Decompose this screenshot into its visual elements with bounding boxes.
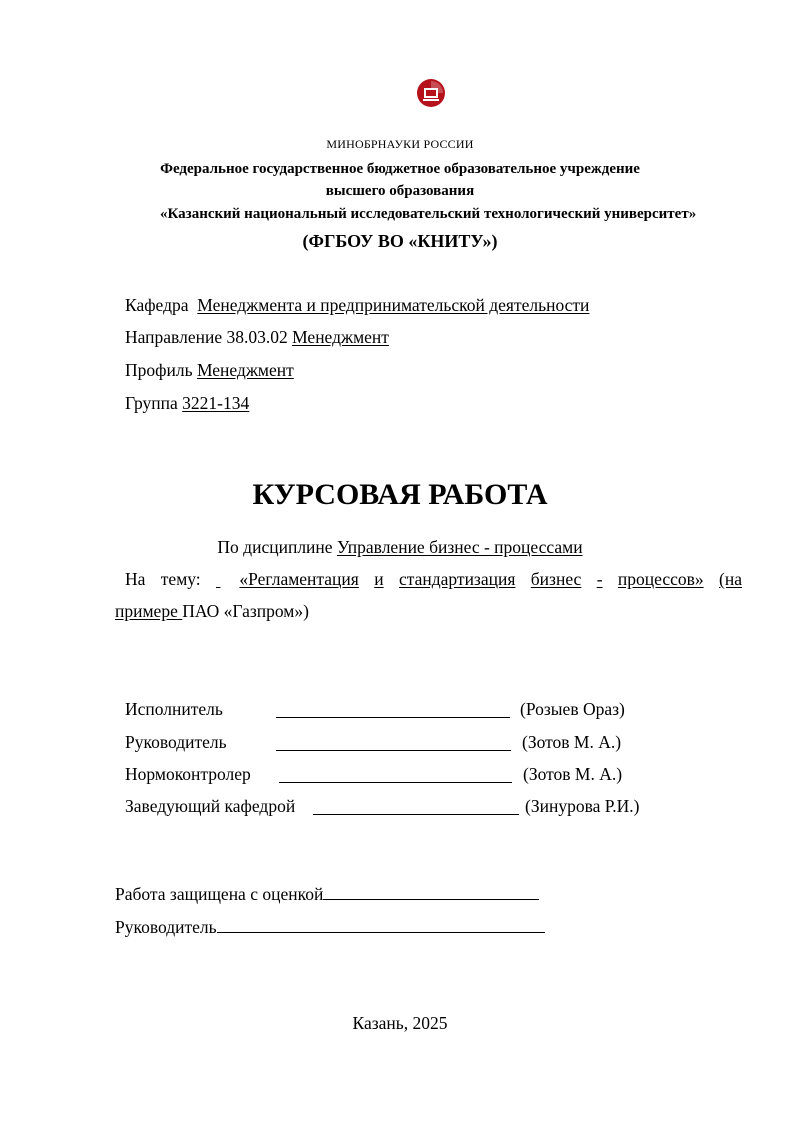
topic-word: (на [719, 569, 742, 589]
profile-row [125, 360, 294, 381]
grade-row [115, 884, 539, 905]
direction-row [125, 327, 389, 348]
signature-role: Заведующий кафедрой [125, 796, 296, 816]
topic-word: процессов» [617, 569, 704, 589]
department-row [125, 295, 589, 316]
topic-line-2-rest: ПАО «Газпром») [182, 601, 309, 621]
signature-name: (Зинурова Р.И.) [525, 796, 640, 816]
institution-line-1: Федеральное государственное бюджетное образовательное учреждение [160, 161, 640, 177]
group-label: Группа [125, 393, 178, 413]
grade-line [323, 899, 539, 900]
topic-line-1 [125, 569, 742, 590]
topic-underline-gap [216, 569, 224, 590]
discipline-row [0, 537, 800, 558]
topic-line-2 [115, 601, 309, 622]
direction-value: Менеджмент [292, 327, 389, 347]
signature-role: Исполнитель [125, 699, 223, 719]
topic-line-2-underlined: примере [115, 601, 183, 621]
signature-line [313, 814, 519, 815]
profile-value: Менеджмент [196, 360, 294, 380]
topic-label-word-1: На [125, 569, 146, 589]
signature-name: (Зотов М. А.) [523, 764, 623, 784]
signature-role: Руководитель [125, 732, 227, 752]
department-value: Менеджмента и предпринимательской деятельности [197, 295, 590, 315]
department-label: Кафедра [125, 295, 189, 315]
institution-abbreviation: (ФГБОУ ВО «КНИТУ») [302, 231, 498, 251]
supervisor-label: Руководитель [115, 917, 217, 937]
signature-name: (Зотов М. А.) [522, 732, 622, 752]
signature-line [279, 782, 512, 783]
institution-line-3: «Казанский национальный исследовательский технологический университет» [160, 206, 697, 222]
topic-label-word-2: тему: [160, 569, 201, 589]
topic-word: стандартизация [398, 569, 516, 589]
topic-word: «Регламентация [239, 569, 359, 589]
institution-line-2: высшего образования [325, 183, 475, 199]
topic-word: бизнес [530, 569, 582, 589]
topic-word: - [596, 569, 603, 589]
discipline-value: Управление бизнес - процессами [336, 537, 583, 557]
city-year: Казань, 2025 [352, 1013, 448, 1033]
grade-label: Работа защищена с оценкой [115, 884, 324, 904]
document-title: КУРСОВАЯ РАБОТА [252, 478, 548, 511]
signature-name: (Розыев Ораз) [520, 699, 625, 719]
direction-label: Направление 38.03.02 [125, 327, 288, 347]
group-row [125, 393, 249, 414]
supervisor-signature-line [217, 932, 545, 933]
signature-line [276, 717, 510, 718]
signature-line [276, 750, 511, 751]
supervisor-signature-row [115, 917, 545, 938]
university-logo [416, 78, 446, 108]
profile-label: Профиль [125, 360, 193, 380]
ministry-label: МИНОБРНАУКИ РОССИИ [326, 137, 474, 151]
discipline-label: По дисциплине [217, 537, 333, 557]
signature-role: Нормоконтролер [125, 764, 251, 784]
topic-word: и [374, 569, 384, 589]
group-value: 3221-134 [182, 393, 250, 413]
